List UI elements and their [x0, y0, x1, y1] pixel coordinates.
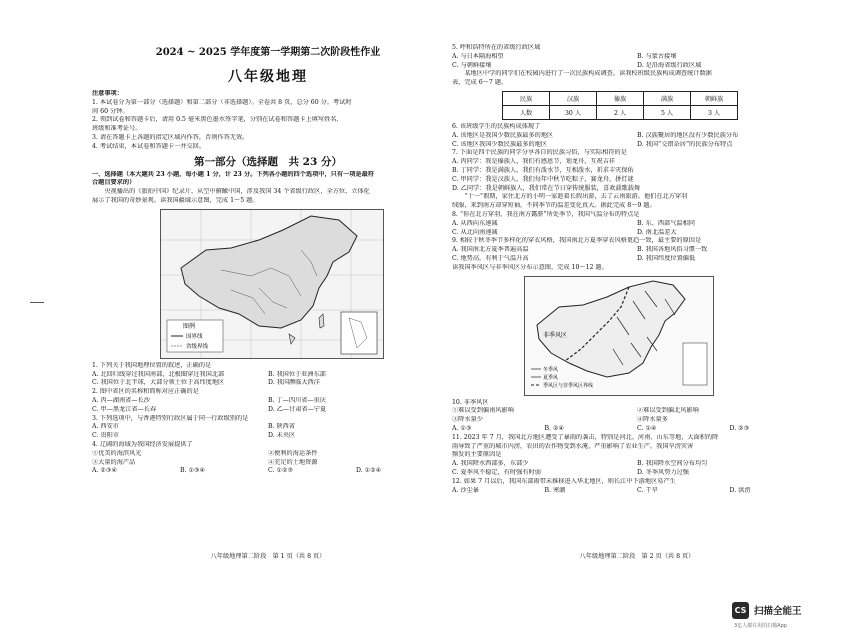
notice-item: 班级和准考证号。: [92, 125, 142, 133]
option: D. 是沿海省级行政区域: [637, 61, 702, 69]
answer: D. ①②④: [356, 467, 382, 475]
notice-list: [92, 99, 444, 152]
question-11: 频发的主要原因是: [452, 451, 502, 459]
option: A. 从西向东递减: [452, 219, 498, 227]
option: C. 地势高，有利于气温升高: [452, 254, 529, 262]
question-12: 12. 如果 7 月以后，我国东部雨带未推移进入华北地区，则长江中下游地区易产生: [452, 477, 676, 485]
question-1: [92, 362, 444, 388]
option: D. 未央区: [268, 432, 296, 440]
notice-item: 2. 领到试卷和答题卡后，请用 0.5 毫米黑色墨水签字笔，分别在试卷和答题卡上填写姓名、: [92, 116, 343, 124]
option: A. 丙—湖南省—长沙: [92, 396, 150, 404]
survey-intro: 某地区中学的同学们在校园内进行了一次民族构成调查。读我校班级民族构成调查统计数据: [452, 70, 712, 78]
answer: C. ①②③: [268, 467, 294, 475]
legend-national-border: 国界线: [186, 333, 203, 340]
question-5: 5. 呼和浩特所在的省级行政区域: [452, 44, 541, 51]
option: D. 我国“交错杂居”的民族分布特点: [637, 140, 733, 148]
intro-line: 一、选择题（本大题共 23 小题，每小题 1 分，计 23 分。下列各小题的四个选项中，只有一项是最符: [92, 170, 374, 178]
option: C. 贵阳市: [92, 432, 120, 440]
option: ②难以受到偏北风影响: [637, 407, 699, 415]
option: B. 陕西省: [268, 423, 296, 431]
option: C. 干旱: [637, 486, 658, 494]
notice-item: 4. 考试结束，本试卷和答题卡一并交回。: [92, 142, 206, 150]
option: C. 我国位于北半球，大部分领土位于高纬度地区: [92, 379, 225, 387]
ethnic-table: [502, 91, 738, 120]
legend-provincial-border: 省级界线: [186, 343, 209, 350]
option: A. 沙尘暴: [452, 486, 479, 494]
option: A. 与日本隔海相望: [452, 52, 504, 60]
passage-2: 绒服，来到南方却穿短袖，不同季节的温差变化真大。据此完成 8～9 题。: [452, 202, 656, 210]
option: D. 我国濒临大西洋: [268, 379, 320, 387]
option: ④降水量多: [637, 416, 668, 424]
option: ②便利的海运条件: [268, 449, 318, 457]
option: A. 丙同学：我是傣族人，我们有感恩节，划龙舟，互祝吉祥: [452, 158, 616, 166]
part-one-title: 第一部分（选择题 共 23 分）: [194, 155, 342, 168]
option: D. 冬季风势力过强: [637, 468, 689, 476]
option: B. 寒潮: [544, 486, 566, 494]
question-7-options: [452, 158, 822, 193]
non-monsoon-label: 非季风区: [543, 331, 568, 339]
monsoon-map: [524, 276, 714, 396]
section-intro: [92, 171, 444, 189]
legend-boundary: 季风区与非季风区界线: [543, 382, 594, 389]
camscanner-logo: CS: [732, 602, 749, 619]
question-6: 6. 该班级学生的民族构成体现了: [452, 122, 541, 130]
question-stem: 1. 下列关于我国地理位置的叙述，正确的是: [92, 361, 212, 369]
table-header-cell: 满族: [644, 91, 691, 105]
option: B. 我国各地风俗习惯一致: [637, 246, 708, 254]
passage: [92, 188, 444, 206]
option: ④充足的土地资源: [268, 458, 318, 466]
exam-header: 2024 ~ 2025 学年度第一学期第二次阶段性作业: [155, 47, 381, 58]
question-10: 10. 非季风区: [452, 398, 489, 406]
passage-line: 央视播出的《旅拍中国》纪录片，从空中俯瞰中国，涉及我国 34 个省级行政区，全方位、立体化: [92, 188, 370, 196]
legend-summer-monsoon: 夏季风: [543, 374, 559, 381]
notice-item: 3. 请在答题卡上各题的指定区域内作答，否则作答无效。: [92, 133, 249, 141]
question-2: [92, 388, 444, 414]
subject-title: 八年级地理: [228, 69, 308, 85]
option: D. 洪涝: [729, 486, 751, 494]
watermark-name: 扫描全能王: [754, 606, 802, 617]
table-cell: 3 人: [691, 105, 738, 119]
option: ①难以受到偏南风影响: [452, 407, 514, 415]
option: D. 乙同学：我是朝鲜族人，我们常在节日穿传统服装，喜欢载歌载舞: [452, 184, 641, 192]
option: ③大量的海产品: [92, 458, 136, 466]
option: ③降水量少: [452, 416, 483, 424]
table-header-cell: 汉族: [550, 91, 597, 105]
page-1: [92, 0, 444, 560]
watermark-tagline: 3亿人都在用的扫描App: [734, 623, 787, 629]
option: B. 汉族聚居的地区没有少数民族分布: [637, 131, 739, 139]
china-territory-map: [160, 209, 384, 359]
answer: D. ②③: [729, 424, 750, 432]
table-cell: 30 人: [550, 105, 597, 119]
question-9: 9. 相较于秋冬季节多样化的穿衣风格，我国南北方夏季穿衣风格更趋一致，最主要的原因是: [452, 237, 702, 245]
question-8: 8. “你在北方穿羽，我在南方露脐”所处季节，我国气温分布的特点是: [452, 210, 640, 218]
question-7: 7. 下面是四个民族的同学分享各自的民族习俗，与实际相符的是: [452, 149, 627, 157]
answer: B. ②④: [544, 424, 565, 432]
notice-item: 1. 本试卷分为第一部分（选择题）和第二部分（非选择题）。全卷共 8 页，总分 60 分。考试时: [92, 98, 352, 106]
answer: B. ①③④: [180, 467, 206, 475]
survey-intro: 表，完成 6～7 题。: [452, 79, 508, 87]
map-legend-title: 图例: [183, 322, 196, 330]
option: A. 我国南北方夏季普遍高温: [452, 246, 529, 254]
option: C. 与朝鲜接壤: [452, 61, 492, 69]
question-4: [92, 441, 444, 476]
notice-title: 注意事项：: [92, 90, 123, 97]
option: A. 我国降水西部多，东部少: [452, 460, 529, 468]
question-stem: 2. 图中省区的名称和简称对应正确的是: [92, 388, 199, 396]
legend-winter-monsoon: 冬季风: [543, 366, 559, 373]
map-intro: 读我国季风区与非季风区分布示意图，完成 10～12 题。: [452, 263, 608, 271]
option: B. 东、西部气温相同: [637, 219, 695, 227]
page-footer: 八年级地理第二阶段 第 1 页（共 8 页）: [210, 553, 326, 560]
table-cell: 2 人: [597, 105, 644, 119]
option: B. 与蒙古接壤: [637, 52, 677, 60]
intro-line: 合题目要求的）: [92, 179, 136, 187]
answer: A. ①③: [452, 424, 472, 432]
notice-item: 间 60 分钟。: [92, 107, 129, 115]
question-3: [92, 415, 444, 441]
option: C. 甲同学：我是汉族人，我们每年中秋节吃粽子，赛龙舟，拼灯谜: [452, 175, 634, 183]
option: C. 夏季风不稳定，有时强有时弱: [452, 468, 541, 476]
option: D. 我国纬度位置偏低: [637, 254, 696, 262]
scan-mark: [30, 302, 44, 303]
option: B. 我国降水空间分布均匀: [637, 460, 708, 468]
option: A. 该地区是我国少数民族最多的地区: [452, 131, 554, 139]
option: B. 丁—四川省—重庆: [268, 396, 326, 404]
table-header-cell: 民族: [503, 91, 550, 105]
question-11: 雨导致了严重的城市内涝，农田的农作物受到水淹，严重影响了农业生产。我国旱涝灾害: [452, 442, 694, 450]
option: A. 北回归线穿过我国南部，北极圈穿过我国北部: [92, 370, 225, 378]
question-11: 11. 2023 年 7 月，我国北方地区遭受了暴雨的袭击，特别是河北、河南、山东等地，大面积的降: [452, 433, 719, 441]
option: C. 该地区我国少数民族最多的地区: [452, 140, 548, 148]
option: A. 西安市: [92, 423, 119, 431]
option: B. 丁同学：我是满族人，我们有泼水节，互相泼水，祈求丰灾保佑: [452, 166, 634, 174]
answer: C. ①④: [637, 424, 657, 432]
passage-line: 展示了我国的奇妙景观。读我国疆域示意图，完成 1～5 题。: [92, 196, 259, 204]
option: D. 南北温差大: [637, 228, 677, 236]
table-header-cell: 朝鲜族: [691, 91, 738, 105]
answer: A. ②③④: [92, 467, 118, 475]
table-header-cell: 傣族: [597, 91, 644, 105]
option: ①优美的海滨风光: [92, 449, 142, 457]
option: C. 甲—黑龙江省—长春: [92, 405, 157, 413]
option: D. 乙—甘肃省—宁夏: [268, 405, 327, 413]
question-stem: 4. 辽阔的海域为我国经济发展提供了: [92, 440, 193, 448]
question-stem: 3. 下列选项中，与香港特别行政区属于同一行政级别的是: [92, 414, 249, 422]
table-cell: 人数: [503, 105, 550, 119]
table-cell: 5 人: [644, 105, 691, 119]
option: B. 我国位于亚洲东部: [268, 370, 326, 378]
page-footer: 八年级地理第二阶段 第 2 页（共 8 页）: [579, 553, 695, 560]
option: C. 从北向南递减: [452, 228, 498, 236]
page-2: [452, 0, 822, 560]
passage-2: “十一”假期，家住北方的小明一家趁着长假出游，去了云南旅游。他们在北方穿羽: [452, 193, 688, 201]
